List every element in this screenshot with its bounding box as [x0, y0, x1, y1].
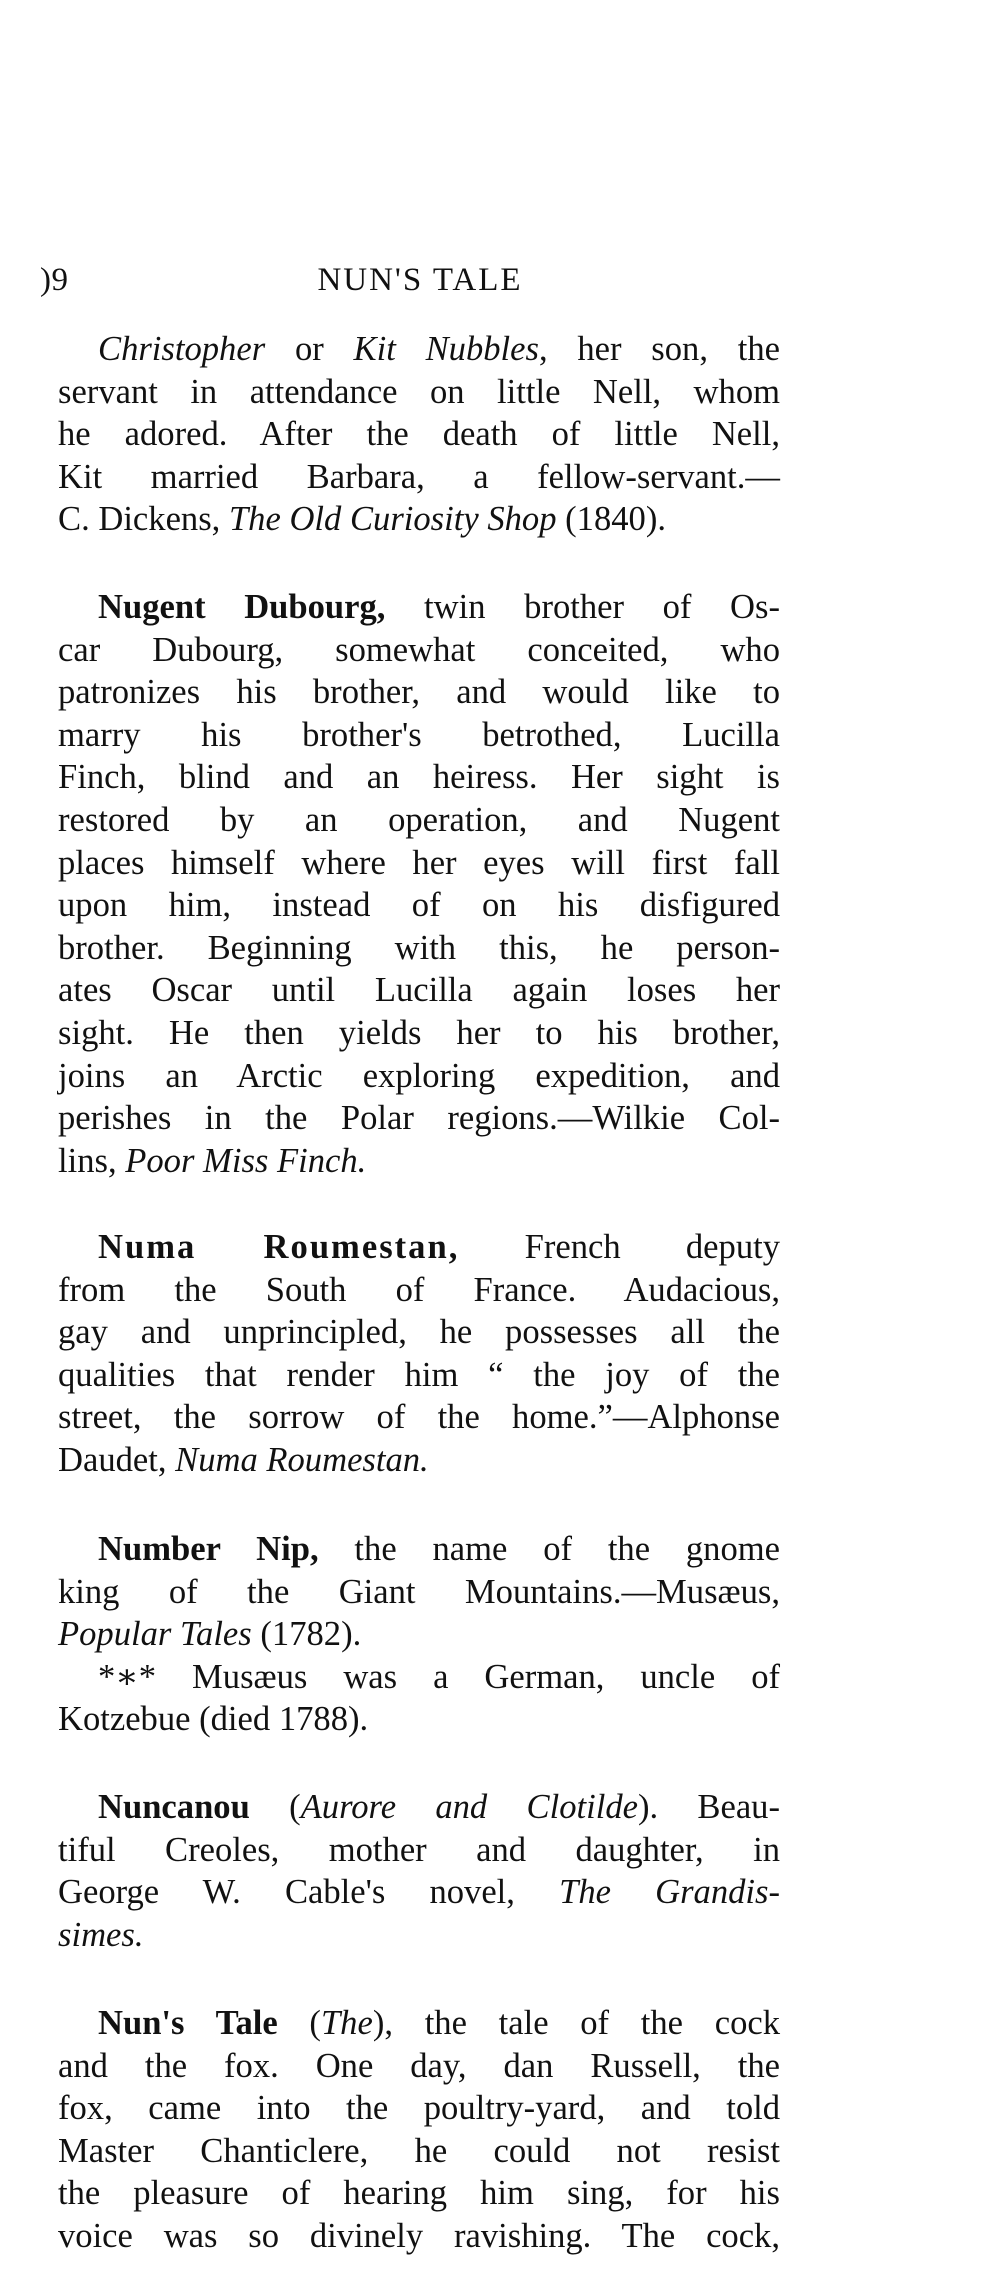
entry-title: simes.: [58, 1915, 144, 1954]
page-number: )9: [40, 262, 69, 298]
entry-line: [58, 328, 780, 371]
asterism-mark: *∗*: [98, 1657, 157, 1696]
entry-title: Popular Tales: [58, 1615, 252, 1654]
entry-line: places himself where her eyes will first fall: [58, 843, 780, 882]
entry-line: from the South of France. Audacious,: [58, 1270, 780, 1309]
entry-line: servant in attendance on little Nell, whom: [58, 372, 780, 411]
entry-line: perishes in the Polar regions.—Wilkie Col-: [58, 1099, 780, 1138]
entry-line: joins an Arctic exploring expedition, and: [58, 1056, 780, 1095]
entry-title: The: [320, 2004, 373, 2042]
entry-line: car Dubourg, somewhat conceited, who: [58, 630, 780, 669]
entry-line: voice was so divinely ravishing. The cock,: [58, 2216, 780, 2255]
entry-text: George W. Cable's novel,: [58, 1873, 560, 1912]
entry-line: king of the Giant Mountains.—Musæus,: [58, 1572, 780, 1611]
entry-line: upon him, instead of on his disfigured: [58, 886, 780, 925]
entry-line: [58, 498, 780, 541]
entry-title: The Grandis-: [559, 1873, 781, 1912]
entry-text: ). Beau-: [637, 1788, 780, 1826]
entry-text: the name of the gnome: [318, 1530, 780, 1568]
entry-line: sight. He then yields her to his brother,: [58, 1013, 780, 1052]
entry-line: [58, 1914, 780, 1957]
entry-kit-nubbles: [58, 328, 780, 541]
entry-text: (1782).: [251, 1615, 362, 1654]
running-head: NUN'S TALE: [317, 262, 523, 298]
entry-headword: Nun's Tale: [98, 2004, 278, 2042]
entry-text: (: [249, 1788, 301, 1826]
entry-line: [58, 1786, 780, 1829]
entry-title: Poor Miss Finch.: [125, 1141, 367, 1180]
entry-line: Kit married Barbara, a fellow-servant.—: [58, 457, 780, 496]
entry-line: tiful Creoles, mother and daughter, in: [58, 1830, 780, 1869]
entry-text: (: [277, 2004, 321, 2042]
entry-headword: Numa Roumestan,: [98, 1228, 460, 1266]
entry-line: patronizes his brother, and would like to: [58, 673, 780, 712]
entry-nugent-dubourg: [58, 586, 780, 1182]
entry-headword: Nuncanou: [98, 1788, 250, 1826]
entry-text: , her son, the: [538, 330, 781, 368]
entry-line: [58, 1226, 780, 1269]
entry-line: [58, 2002, 780, 2045]
entry-headword: Number Nip,: [98, 1530, 319, 1568]
entry-text: lins,: [58, 1141, 126, 1180]
entry-line: Finch, blind and an heiress. Her sight is: [58, 758, 780, 797]
entry-line: [58, 1871, 780, 1914]
page-header: [40, 262, 800, 312]
entry-line: the pleasure of hearing him sing, for his: [58, 2174, 780, 2213]
entry-text: Daudet,: [58, 1440, 176, 1479]
entry-line: fox, came into the poultry-yard, and told: [58, 2089, 780, 2128]
entry-text: C. Dickens,: [58, 500, 229, 539]
entry-line: marry his brother's betrothed, Lucilla: [58, 715, 780, 754]
entry-text: or: [265, 330, 354, 368]
entry-line: brother. Beginning with this, he person-: [58, 928, 780, 967]
entry-number-nip: [58, 1528, 780, 1741]
entry-numa-roumestan: [58, 1226, 780, 1482]
entry-line: and the fox. One day, dan Russell, the: [58, 2046, 780, 2085]
entry-line: [58, 1439, 780, 1482]
entry-line: ates Oscar until Lucilla again loses her: [58, 971, 780, 1010]
entry-line: [58, 1528, 780, 1571]
entry-line: Kotzebue (died 1788).: [58, 1700, 369, 1739]
entry-title: Aurore and Clotilde: [300, 1788, 638, 1826]
entry-title: Numa Roumestan.: [175, 1440, 429, 1479]
entry-line: qualities that render him “ the joy of the: [58, 1355, 780, 1394]
entry-title: The Old Curiosity Shop: [228, 500, 557, 539]
entry-line: [58, 1140, 780, 1183]
entry-note-line: [58, 1656, 780, 1699]
entry-nuncanou: [58, 1786, 780, 1956]
entry-line: restored by an operation, and Nugent: [58, 800, 780, 839]
entry-term: Christopher: [98, 330, 266, 368]
entry-line: gay and unprincipled, he possesses all the: [58, 1313, 780, 1352]
entry-line: [58, 586, 780, 629]
entry-term: Kit Nubbles: [353, 330, 539, 368]
entry-text: French deputy: [459, 1228, 781, 1266]
entry-line: [58, 1613, 780, 1656]
entry-line: street, the sorrow of the home.”—Alphonse: [58, 1398, 780, 1437]
entry-line: Master Chanticlere, he could not resist: [58, 2131, 780, 2170]
entry-line: he adored. After the death of little Nell,: [58, 415, 780, 454]
entry-text: twin brother of Os-: [385, 588, 780, 626]
entry-headword: Nugent Dubourg,: [98, 588, 386, 626]
entry-text: Musæus was a German, uncle of: [156, 1657, 780, 1696]
entry-text: ), the tale of the cock: [372, 2004, 780, 2042]
entry-nuns-tale: [58, 2002, 780, 2258]
entry-text: (1840).: [556, 500, 666, 539]
